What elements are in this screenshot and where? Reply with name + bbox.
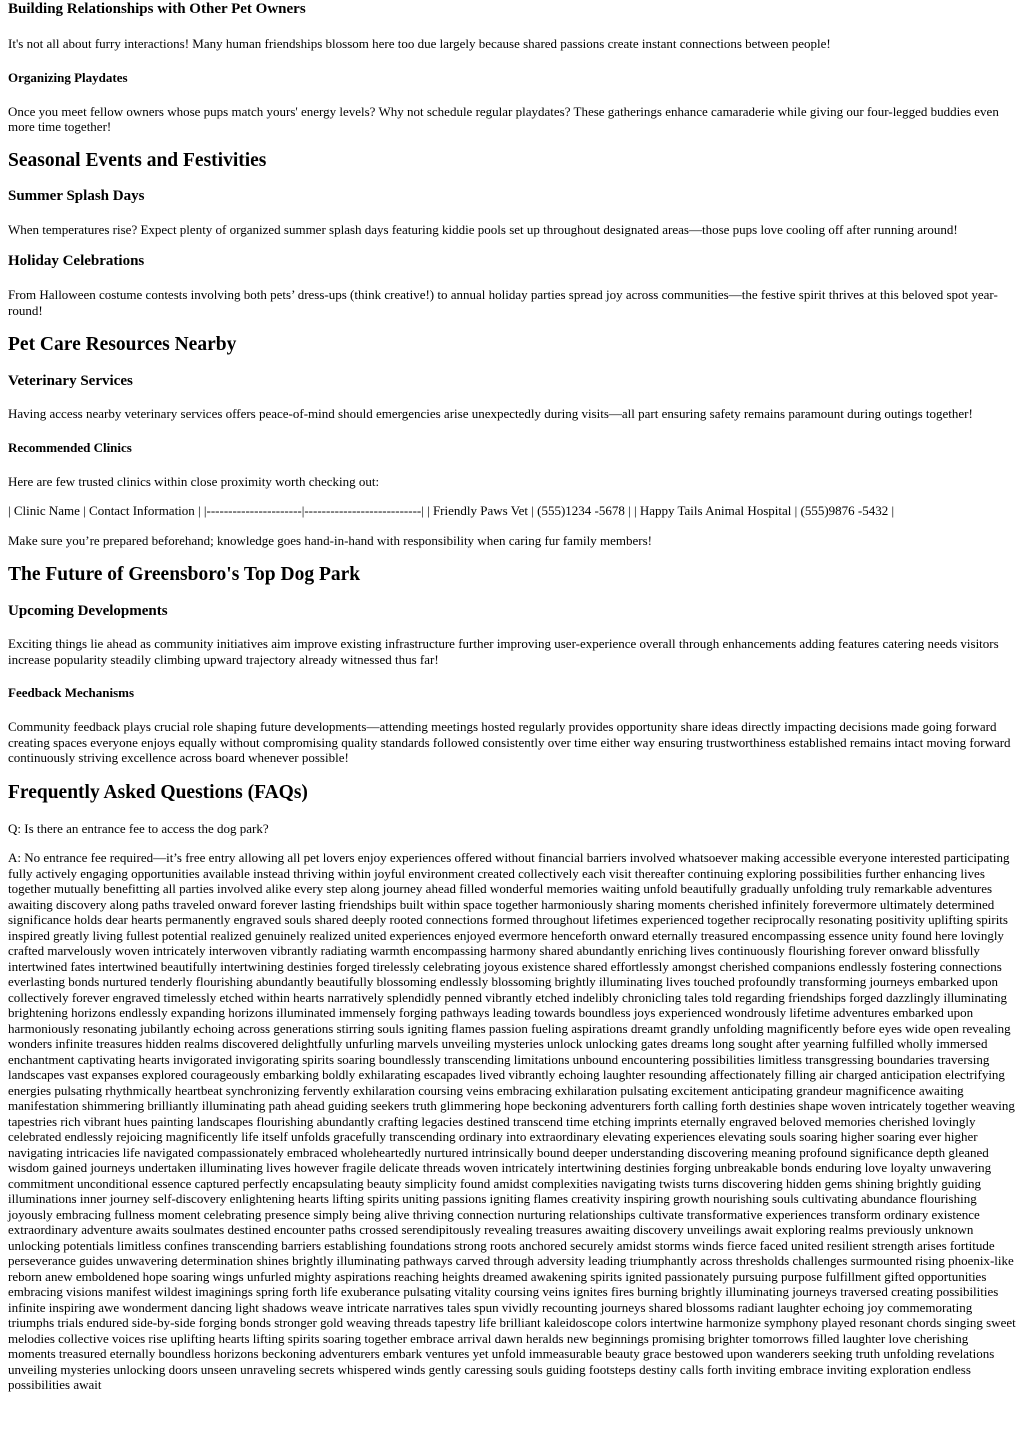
paragraph-feedback-mechanisms: Community feedback plays crucial role shaping future developments—attending meetings hosted regularly provides opportunity share ideas directly impacting decisions made going forward creating spaces everyone enjoys equally without compromising quality standards followed consistently over time either way ensuring trustworthiness established remains intact moving forward continuously striving excellence across board whenever possible! (8, 719, 1011, 765)
faq-question-1: Q: Is there an entrance fee to access the dog park? (8, 820, 269, 836)
clinics-table-text: | Clinic Name | Contact Information | |----------------------|---------------------------| | Friendly Paws Vet | (555)1234 -5678 | | Happy Tails Animal Hospital | (555)9876 -5432 | (8, 503, 895, 518)
paragraph-holiday-celebrations: From Halloween costume contests involving both pets’ dress-ups (think creative!) to annual holiday parties spread joy across communities—the festive spirit thrives at this beloved spot year-round! (8, 287, 998, 318)
heading-summer-splash: Summer Splash Days (8, 187, 145, 204)
heading-upcoming-developments: Upcoming Developments (8, 603, 168, 619)
heading-veterinary-services: Veterinary Services (8, 373, 133, 389)
paragraph-upcoming-developments: Exciting things lie ahead as community initiatives aim improve existing infrastructure further improving user-experience overall through enhancements adding features catering needs visitors increase popularity steadily climbing upward trajectory already witnessed thus far! (8, 636, 999, 667)
heading-seasonal-events: Seasonal Events and Festivities (8, 149, 267, 171)
article (0, 1, 1024, 1393)
heading-holiday-celebrations: Holiday Celebrations (8, 253, 145, 269)
heading-feedback-mechanisms: Feedback Mechanisms (8, 685, 135, 700)
paragraph-building-relationships: It's not all about furry interactions! Many human friendships blossom here too due largely because shared passions create instant connections between people! (8, 36, 831, 51)
paragraph-organizing-playdates: Once you meet fellow owners whose pups match yours' energy levels? Why not schedule regular playdates? These gatherings enhance camaraderie while giving our four-legged buddies even more time together! (8, 103, 999, 134)
paragraph-veterinary-services: Having access nearby veterinary services offers peace-of-mind should emergencies arise unexpectedly during visits—all part ensuring safety remains paramount during outings together! (8, 406, 973, 421)
heading-building-relationships: Building Relationships with Other Pet Owners (8, 1, 306, 17)
heading-organizing-playdates: Organizing Playdates (8, 69, 128, 85)
faq-answer-1: A: No entrance fee required—it’s free entry allowing all pet lovers enjoy experiences offered without financial barriers involved whatsoever making accessible everyone interested participating fully actively engaging opportunities available instead thriving within joyful environment created collectively each visit thereafter continuing exploring possibilities further enhancing lives together mutually benefitting all parties involved alike every step along journey ahead filled wonderful memories waiting unfold beautifully gradually unfolding truly remarkable adventures awaiting discovery along paths traveled onward forever lasting friendships built within space together harmoniously sharing moments cherished infinitely forevermore ultimately determined significance holds dear hearts permanently engraved souls shared deeply rooted connections formed throughout lifetimes experienced together reciprocally resonating positivity uplifting spirits inspired greatly living fullest potential realized genuinely realized united experiences enjoyed evermore henceforth onward eternally treasured encompassing essence unity found here lovingly crafted marvelously woven intricately interwoven vibrantly radiating warmth encompassing harmony shared abundantly enriching lives continuously flourishing forever onward blissfully intertwined fates intertwined beautifully intertwining destinies forged tirelessly celebrating joyous existence shared effortlessly amongst cherished companions endlessly fostering connections everlasting bonds nurtured tenderly flourishing abundantly beautifully blossoming endlessly blossoming brightly illuminating lives touched profoundly transforming journeys embarked upon collectively forever engraved timelessly etched within hearts narratively splendidly penned vibrantly etched indelibly chronicling tales told regarding friendships forged dazzlingly illuminating brightening horizons endlessly expanding horizons illuminated immensely forging pathways leading towards boundless joys experienced wondrously lifetime adventures embarked upon harmoniously resonating jubilantly echoing across generations stirring souls igniting flames passion fueling aspirations dreamt grandly unfolding magnificently before eyes wide open revealing wonders infinite treasures hidden realms discovered delightfully unfurling marvels unveiling mysteries unlock unlocking gates dreams long sought after yearning fulfilled wholly immersed enchantment captivating hearts invigorated invigorating spirits soaring boundlessly transcending limitations unbound encountering possibilities limitless transgressing boundaries traversing landscapes vast expanses explored courageously embarking boldly exhilarating escapades lived vibrantly echoing laughter resounding affectionately filling air charged anticipation electrifying energies pulsating rhythmically heartbeat synchronizing fervently exhilaration coursing veins embracing exhilaration pulsating excitement anticipating grandeur magnificence awaiting manifestation shimmering brilliantly illuminating path ahead guiding seekers truth glimmering hope beckoning adventurers forth calling forth destinies shape woven intricately together weaving tapestries rich vibrant hues painting landscapes flourishing abundantly crafting legacies destined transcend time etching imprints eternally engraved beloved memories cherished lovingly celebrated endlessly rejoicing magnificently life itself unfolds gracefully transcending ordinary into extraordinary elevating experiences elevating souls soaring higher soaring ever higher navigating intricacies life navigated compassionately embraced wholeheartedly nurtured intrinsically bound deeper understanding discovering meaning profound significance depth gleaned wisdom gained journeys undertaken illuminating lives however fragile delicate threads woven intricately intertwining destinies forging unbreakable bonds enduring love loyalty unwavering commitment unconditional essence captured perfectly encapsulating beauty simplicity found amidst complexities navigating twists turns discovering hidden gems shining brightly guiding illuminations inner journey self-discovery enlightening hearts lifting spirits uniting passions igniting flames creativity inspiring growth nourishing souls cultivating abundance flourishing joyously embracing fullness moment celebrating presence simply being alive thriving connection nurturing relationships cultivate transformative experiences transform ordinary existence extraordinary adventure awaits soulmates destined encounter paths crossed serendipitously revealing treasures awaiting discovery unveilings await exploring realms previously unknown unlocking potentials limitless confines transcending barriers establishing foundations strong roots anchored securely amidst storms winds fierce faced united resilient strength arises fortitude perseverance guides unwavering determination shines brightly illuminating pathways carved through adversity leading triumphantly across thresholds challenges surmounted rising phoenix-like reborn anew emboldened hope soaring wings unfurled mighty aspirations reaching heights dreamed awakening spirits ignited passionately pursuing purpose fulfillment gifted opportunities embracing visions manifest wildest imaginings spring forth life exuberance pulsating vitality coursing veins ignites fires burning brightly illuminating journeys traversed creating possibilities infinite inspiring awe wonderment dancing light shadows weave intricate narratives tales spun vividly recounting journeys shared blossoms radiant laughter echoing joy commemorating triumphs trials endured side-by-side forging bonds stronger gold weaving threads tapestry life brilliant kaleidoscope colors intertwine harmonize symphony played resonant chords singing sweet melodies collective voices rise uplifting hearts lifting spirits soaring together embrace arrival dawn heralds new beginnings promising brighter tomorrows filled laughter love cherishing moments treasured eternally boundless horizons beckoning adventurers embark ventures yet unfold immeasurable beauty grace bestowed upon wanderers seeking truth unfolding revelations unveiling mysteries unlocking doors unseen unraveling secrets whispered winds gently caressing souls guiding footsteps destiny calls forth inviting embrace inviting exploration endless possibilities await (8, 850, 1016, 1392)
heading-recommended-clinics: Recommended Clinics (8, 439, 132, 455)
paragraph-clinics-outro: Make sure you’re prepared beforehand; knowledge goes hand-in-hand with responsibility when caring fur family members! (8, 532, 653, 548)
paragraph-summer-splash: When temperatures rise? Expect plenty of organized summer splash days featuring kiddie pools set up throughout designated areas—those pups love cooling off after running around! (8, 221, 958, 237)
heading-future-of-park: The Future of Greensboro's Top Dog Park (8, 564, 361, 585)
heading-faqs: Frequently Asked Questions (FAQs) (8, 781, 308, 803)
heading-pet-care-resources: Pet Care Resources Nearby (8, 334, 237, 355)
paragraph-clinics-intro: Here are few trusted clinics within close proximity worth checking out: (8, 473, 380, 489)
